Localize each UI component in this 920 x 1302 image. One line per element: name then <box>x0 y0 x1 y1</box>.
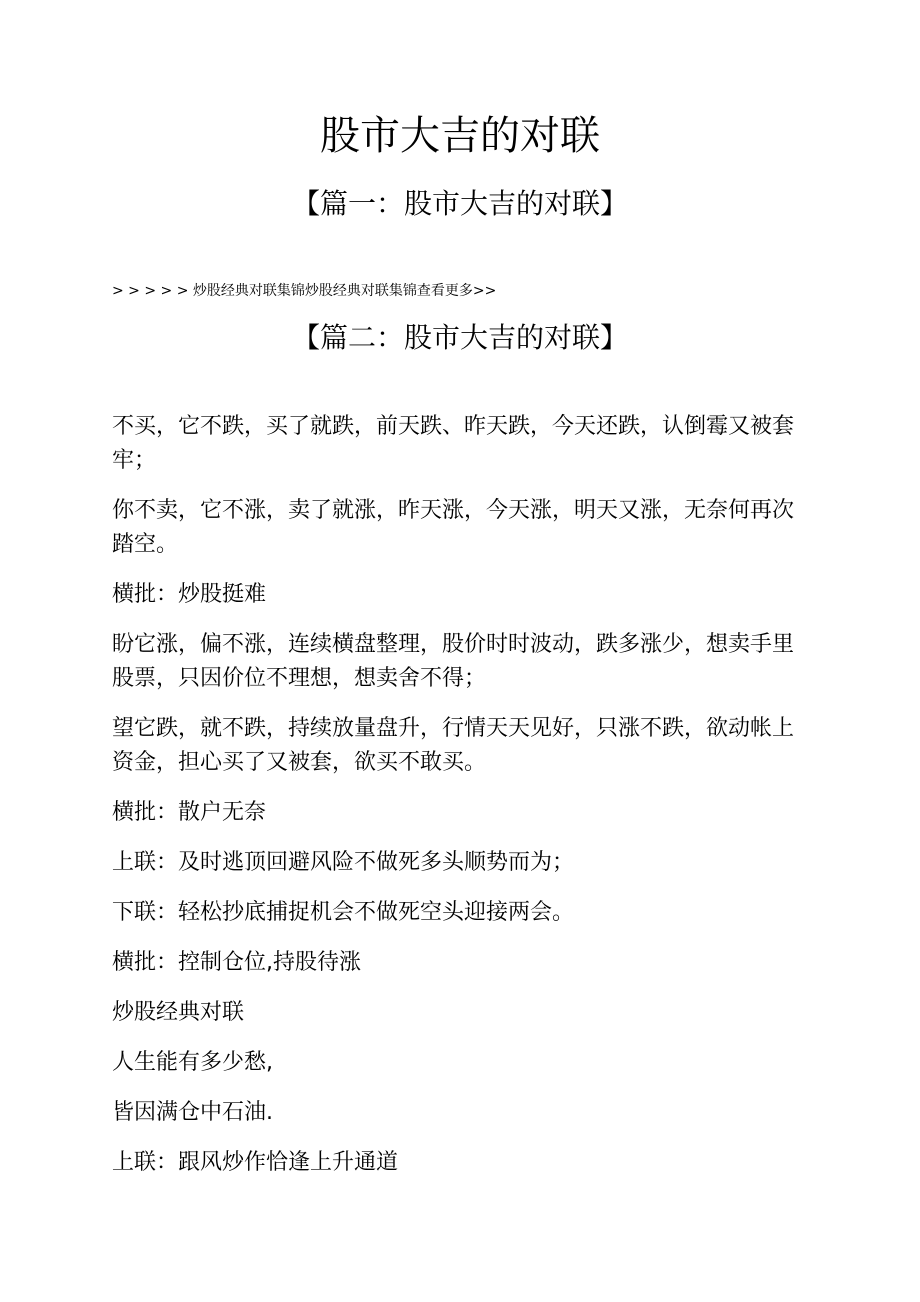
more-couplets-link[interactable]: > > > > > 炒股经典对联集锦炒股经典对联集锦查看更多>> <box>112 283 497 299</box>
couplet-body <box>112 410 812 1196</box>
paragraph: 炒股经典对联 <box>112 1000 245 1025</box>
paragraph: 盼它涨，偏不涨，连续横盘整理，股价时时波动，跌多涨少，想卖手里股票，只因价位不理想，想卖舍不得； <box>112 632 795 691</box>
paragraph: 皆因满仓中石油. <box>112 1100 273 1125</box>
paragraph: 人生能有多少愁, <box>112 1050 273 1075</box>
paragraph: 横批：炒股挺难 <box>112 582 267 607</box>
paragraph: 你不卖，它不涨，卖了就涨，昨天涨，今天涨，明天又涨，无奈何再次踏空。 <box>112 498 795 557</box>
paragraph: 上联：跟风炒作恰逢上升通道 <box>112 1150 399 1175</box>
document-title: 股市大吉的对联 <box>320 113 600 159</box>
section-two-heading: 【篇二：股市大吉的对联】 <box>291 321 628 354</box>
paragraph: 下联：轻松抄底捕捉机会不做死空头迎接两会。 <box>112 900 575 925</box>
paragraph: 横批：散户无奈 <box>112 800 267 825</box>
paragraph: 不买，它不跌，买了就跌，前天跌、昨天跌，今天还跌，认倒霉又被套牢； <box>112 414 795 473</box>
section-one-heading: 【篇一：股市大吉的对联】 <box>291 187 628 220</box>
paragraph: 上联：及时逃顶回避风险不做死多头顺势而为； <box>112 850 575 875</box>
paragraph: 横批：控制仓位,持股待涨 <box>112 950 361 975</box>
paragraph: 望它跌，就不跌，持续放量盘升，行情天天见好，只涨不跌，欲动帐上资金，担心买了又被套，欲买不敢买。 <box>112 716 795 775</box>
